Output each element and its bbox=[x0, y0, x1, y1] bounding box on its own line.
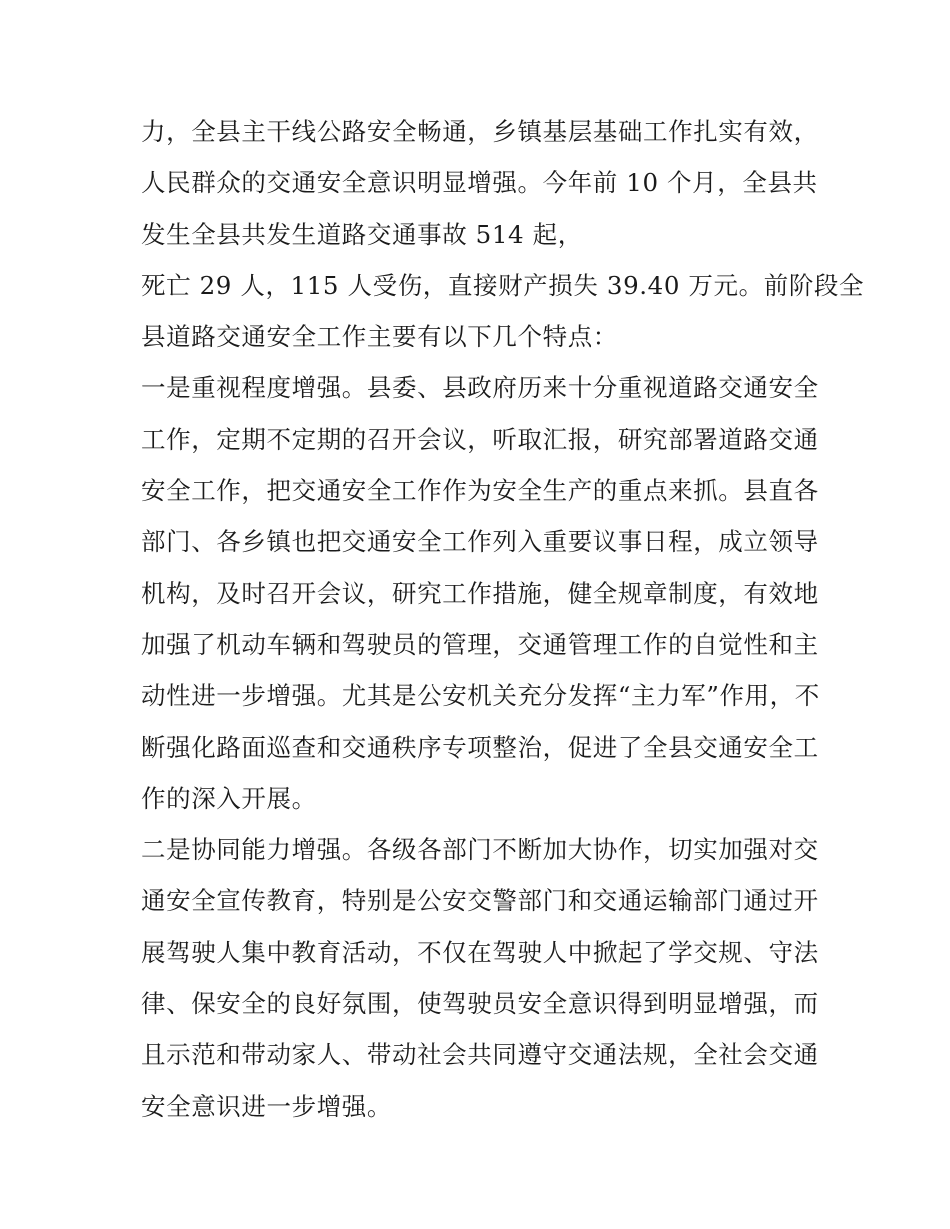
text-line: 安全意识进一步增强。 bbox=[141, 1091, 392, 1121]
text-line: 加强了机动车辆和驾驶员的管理，交通管理工作的自觉性和主 bbox=[141, 629, 819, 659]
text-line: 展驾驶人集中教育活动，不仅在驾驶人中掀起了学交规、守法 bbox=[141, 937, 819, 967]
text-line: 人民群众的交通安全意识明显增强。今年前 10 个月，全县共 bbox=[141, 168, 818, 198]
text-line: 力，全县主干线公路安全畅通，乡镇基层基础工作扎实有效， bbox=[141, 117, 819, 146]
text-line: 部门、各乡镇也把交通安全工作列入重要议事日程，成立领导 bbox=[141, 527, 819, 557]
text-line: 死亡 29 人，115 人受伤，直接财产损失 39.40 万元。前阶段全 bbox=[141, 270, 865, 300]
text-line: 工作，定期不定期的召开会议，听取汇报，研究部署道路交通 bbox=[141, 424, 819, 454]
text-line: 作的深入开展。 bbox=[141, 783, 317, 813]
paragraph-two-start: 二是协同能力增强。各级各部门不断加大协作，切实加强对交 bbox=[141, 835, 819, 865]
text-line: 律、保安全的良好氛围，使驾驶员安全意识得到明显增强，而 bbox=[141, 989, 819, 1019]
text-line: 县道路交通安全工作主要有以下几个特点： bbox=[141, 322, 618, 352]
paragraph-one-start: 一是重视程度增强。县委、县政府历来十分重视道路交通安全 bbox=[141, 373, 819, 403]
text-line: 安全工作，把交通安全工作作为安全生产的重点来抓。县直各 bbox=[141, 476, 819, 506]
text-line: 动性进一步增强。尤其是公安机关充分发挥“主力军”作用，不 bbox=[141, 681, 820, 711]
text-line: 机构，及时召开会议，研究工作措施，健全规章制度，有效地 bbox=[141, 578, 819, 608]
body-text bbox=[141, 106, 865, 1132]
text-line: 发生全县共发生道路交通事故 514 起， bbox=[141, 219, 583, 249]
text-line: 通安全宣传教育，特别是公安交警部门和交通运输部门通过开 bbox=[141, 886, 819, 916]
text-line: 断强化路面巡查和交通秩序专项整治，促进了全县交通安全工 bbox=[141, 732, 819, 762]
text-line: 且示范和带动家人、带动社会共同遵守交通法规，全社会交通 bbox=[141, 1040, 819, 1070]
